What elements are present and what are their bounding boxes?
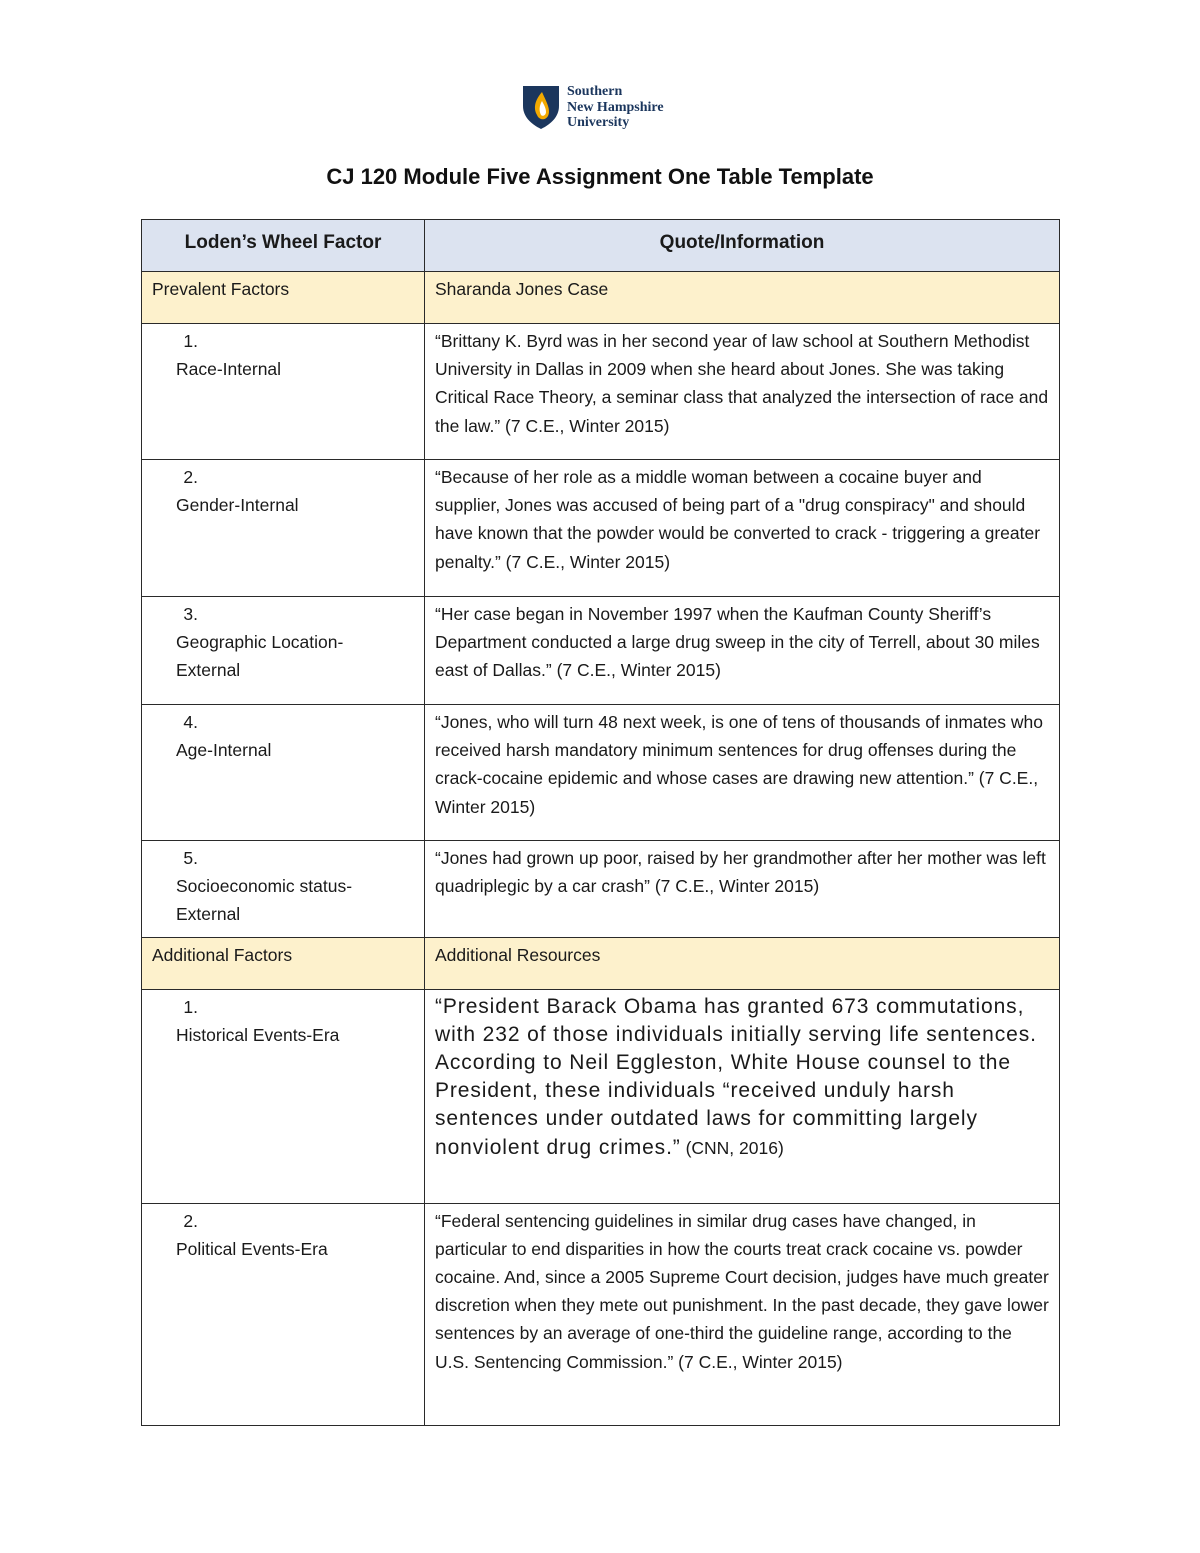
factor-label: Historical Events-Era — [176, 1024, 340, 1045]
factor-cell — [142, 460, 425, 597]
table-header-row — [142, 220, 1060, 272]
factor-label: Socioeconomic status-External — [176, 876, 353, 925]
header-quote: Quote/Information — [425, 220, 1060, 272]
table-row — [142, 324, 1060, 460]
factor-label: Gender-Internal — [176, 495, 299, 516]
section-subtitle: Sharanda Jones Case — [425, 272, 1060, 324]
item-number: 5. — [183, 848, 198, 868]
logo-line-3: University — [567, 115, 630, 130]
factor-cell — [142, 989, 425, 1203]
quote-citation: (CNN, 2016) — [680, 1137, 784, 1158]
factor-cell — [142, 705, 425, 841]
section-row-additional — [142, 937, 1060, 989]
logo-line-1: Southern — [567, 84, 623, 99]
quote-cell: “Brittany K. Byrd was in her second year of law school at Southern Methodist University in Dallas in 2009 when she heard about Jones. She was taking Critical Race Theory, a seminar class that analyzed the intersection of race and the law.” (7 C.E., Winter 2015) — [425, 324, 1060, 460]
factor-cell — [142, 841, 425, 938]
table-row — [142, 841, 1060, 938]
section-label: Additional Factors — [142, 937, 425, 989]
quote-cell: “Jones, who will turn 48 next week, is one of tens of thousands of inmates who received harsh mandatory minimum sentences for drug offenses during the crack-cocaine epidemic and whose cases are drawing new attention.” (7 C.E., Winter 2015) — [425, 705, 1060, 841]
header-factor: Loden’s Wheel Factor — [142, 220, 425, 272]
quote-cell: “Her case began in November 1997 when the Kaufman County Sheriff’s Department conducted a large drug sweep in the city of Terrell, about 30 miles east of Dallas.” (7 C.E., Winter 2015) — [425, 597, 1060, 705]
factor-cell — [142, 324, 425, 460]
item-number: 1. — [183, 331, 198, 351]
quote-text: “President Barack Obama has granted 673 commutations, with 232 of those individuals initially serving life sentences. According to Neil Eggleston, White House counsel to the President, these individuals “received unduly harsh sentences under outdated laws for committing largely nonviolent drug crimes.” — [435, 994, 1037, 1159]
table-row — [142, 597, 1060, 705]
logo-line-2: New Hampshire — [567, 99, 664, 115]
quote-cell: “Federal sentencing guidelines in similar drug cases have changed, in particular to end disparities in how the courts treat crack cocaine vs. powder cocaine. And, since a 2005 Supreme Court decision, judges have much greater discretion when they mete out punishment. In the past decade, they gave lower sentences by an average of one-third the guideline range, according to the U.S. Sentencing Commission.” (7 C.E., Winter 2015) — [425, 1203, 1060, 1425]
table-row — [142, 1203, 1060, 1425]
factor-label: Race-Internal — [176, 359, 282, 380]
section-subtitle: Additional Resources — [425, 937, 1060, 989]
quote-cell: “Jones had grown up poor, raised by her grandmother after her mother was left quadriplegic by a car crash” (7 C.E., Winter 2015) — [425, 841, 1060, 938]
factor-label: Political Events-Era — [176, 1238, 328, 1259]
document-title: CJ 120 Module Five Assignment One Table Template — [326, 164, 874, 189]
item-number: 4. — [183, 712, 198, 732]
snhu-logo — [521, 84, 691, 134]
table-row — [142, 989, 1060, 1203]
factor-label: Geographic Location-External — [176, 632, 344, 681]
item-number: 2. — [183, 467, 198, 487]
snhu-wordmark — [567, 84, 664, 131]
section-label: Prevalent Factors — [142, 272, 425, 324]
table-row — [142, 705, 1060, 841]
item-number: 3. — [183, 604, 198, 624]
table-row — [142, 460, 1060, 597]
factor-table — [141, 219, 1060, 1426]
item-number: 1. — [183, 996, 198, 1017]
factor-cell — [142, 1203, 425, 1425]
section-row-prevalent — [142, 272, 1060, 324]
item-number: 2. — [183, 1210, 198, 1231]
factor-cell — [142, 597, 425, 705]
quote-cell — [425, 989, 1060, 1203]
quote-cell: “Because of her role as a middle woman between a cocaine buyer and supplier, Jones was accused of being part of a "drug conspiracy" and should have known that the powder would be converted to crack - triggering a greater penalty.” (7 C.E., Winter 2015) — [425, 460, 1060, 597]
snhu-shield-icon — [521, 84, 561, 130]
factor-label: Age-Internal — [176, 740, 272, 761]
